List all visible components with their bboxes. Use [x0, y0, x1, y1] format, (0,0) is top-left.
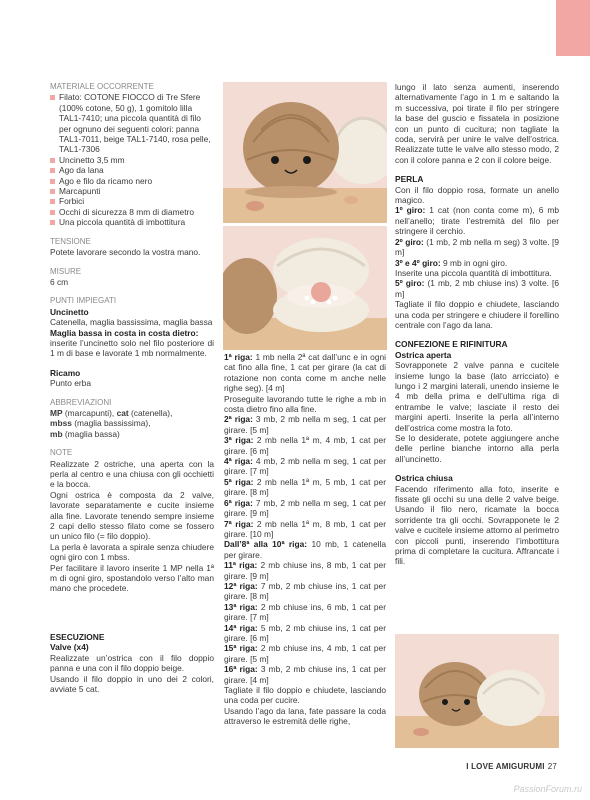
row-text: Usando l’ago da lana, fate passare la coda attraverso le estremità delle righe, — [224, 705, 386, 727]
page-number: 27 — [547, 762, 557, 771]
instruction-row — [224, 414, 386, 435]
row-text: 7 mb, 2 mb nella m seg, 1 cat per girare. [9 m] — [224, 497, 386, 519]
uncinetto-title: Uncinetto — [50, 306, 89, 317]
row-text: 1 cat (non conta come m), 6 mb nell’anello; tirate l’estremità del filo per stringere il cerchio. — [395, 205, 559, 237]
open-oyster-text: Sovrapponete 2 valve panna e cucitele insieme lungo la base (lato arricciato) e lungo i 2 margini laterali, unendo insieme le 4 mb della prima e dell’ultima riga di entrambe le valve; lasciate il resto dei margini aperti. Inserite la perla all’interno dell’ostrica come mostra la foto. — [395, 360, 559, 433]
row-text: 10 mb, 1 catenella per girare. — [224, 539, 386, 560]
mb-costa-title: Maglia bassa in costa in costa dietro: — [50, 327, 199, 338]
instruction-row — [224, 623, 386, 644]
abbr-key: mb — [50, 428, 63, 439]
row-text: 3 mb, 2 mb nella m seg, 1 cat per girare. [5 m] — [224, 414, 386, 435]
row-label: 2ª riga: — [224, 414, 253, 425]
left-column — [50, 82, 214, 694]
photo-two-oysters — [395, 634, 559, 748]
instruction-row — [224, 477, 386, 498]
size-heading: MISURE — [50, 266, 82, 276]
row-label: 2º giro: — [395, 236, 424, 247]
note-paragraph: Per facilitare il lavoro inserite 1 MP nella 1ª m di ogni giro, spostandolo verso l’alto man mano che procedete. — [50, 562, 214, 594]
row-text: 2 mb nella 1ª m, 8 mb, 1 cat per girare. [10 m] — [224, 518, 386, 539]
row-text: (1 mb, 2 mb chiuse ins) 3 volte. [6 m] — [395, 278, 559, 299]
abbr-value: (maglia bassissima), — [71, 418, 151, 429]
row-text: 5 mb, 2 mb chiuse ins, 1 cat per girare. [6 m] — [224, 622, 386, 643]
row-text: 2 mb nella 1ª m, 4 mb, 1 cat per girare. [6 m] — [224, 435, 386, 456]
instruction-row — [224, 498, 386, 519]
uncinetto-text: Catenella, maglia bassissima, maglia bassa — [50, 317, 213, 328]
row-text: 2 mb chiuse ins, 4 mb, 1 cat per girare. [5 m] — [224, 643, 386, 664]
open-oyster-title: Ostrica aperta — [395, 349, 452, 360]
row-label: 3º e 4º giro: — [395, 257, 441, 268]
row-text: Proseguite lavorando tutte le righe a mb in costa dietro fino alla fine. — [224, 393, 386, 415]
closed-oyster-text: Facendo riferimento alla foto, inserite e fissate gli occhi su una delle 2 valve beige. Usando il filo nero, ricamate la bocca sorridente tra gli occhi. Sovrapponete le 2 valve e cucitele insieme attorno al perimetro con piccoli punti, inserendo l’imbottitura prima di completare la cucitura. Affrancate i fili. — [395, 483, 559, 567]
abbr-key: MP — [50, 407, 63, 418]
row-label: 12ª riga: — [224, 580, 258, 591]
note-paragraph: Ogni ostrica è composta da 2 valve, lavorate separatamente e cucite insieme alla fine. Lavorate tenendo sempre insieme 2 capi dello stesso filato come se fossero un unico filo (= filo doppio). — [50, 489, 214, 542]
mb-costa-text: inserite l’uncinetto solo nel filo posteriore di 1 m di base e lavorate 1 mb normalmente. — [50, 337, 214, 359]
instruction-row — [395, 278, 559, 299]
instruction-row — [224, 519, 386, 540]
list-item: Occhi di sicurezza 8 mm di diametro — [50, 207, 214, 217]
open-oyster-illustration — [223, 226, 387, 350]
instruction-row — [224, 706, 386, 727]
instruction-row — [395, 258, 559, 268]
note-paragraph: La perla è lavorata a spirale senza chiudere ogni giro con 1 mbss. — [50, 541, 214, 563]
list-item: Forbici — [50, 196, 214, 206]
instruction-row — [224, 456, 386, 477]
open-oyster-text: Se lo desiderate, potete aggiungere anche delle perline bianche intorno alla perla all’uncinetto. — [395, 433, 559, 464]
instruction-row — [224, 560, 386, 581]
perla-heading: PERLA — [395, 174, 424, 185]
row-label: 5º giro: — [395, 278, 425, 289]
row-text: Inserite una piccola quantità di imbottitura. — [395, 267, 552, 278]
notes-heading: NOTE — [50, 448, 73, 458]
row-text: 3 mb, 2 mb chiuse ins, 1 cat per girare. [4 m] — [224, 664, 386, 685]
row-text: 1 mb nella 2ª cat dall’unc e in ogni cat fino alla fine, 1 cat per girare (la cat di rotazione non conta come m anche nelle righe seg). [4 m] — [224, 352, 386, 394]
row-text: 9 mb in ogni giro. — [440, 257, 508, 268]
row-text: 2 mb chiuse ins, 8 mb, 1 cat per girare. [9 m] — [224, 560, 386, 581]
row-text: 4 mb, 2 mb nella m seg, 1 cat per girare. [7 m] — [224, 456, 386, 477]
valve-text: Realizzate un’ostrica con il filo doppio panna e una con il filo doppio beige. — [50, 652, 214, 674]
abbreviation-line — [50, 429, 214, 439]
valve-text: Usando il filo doppio in uno dei 2 colori, avviate 5 cat. — [50, 673, 214, 694]
row-label: 13ª riga: — [224, 601, 258, 612]
instruction-row — [224, 352, 386, 394]
row-label: 14ª riga: — [224, 622, 258, 633]
valve-title: Valve (x4) — [50, 642, 89, 653]
abbr-key: mbss — [50, 418, 72, 429]
instruction-row — [395, 268, 559, 278]
row-label: 1º giro: — [395, 205, 426, 216]
ricamo-title: Ricamo — [50, 367, 81, 378]
row-label: 15ª riga: — [224, 643, 258, 654]
magazine-name: I LOVE AMIGURUMI — [466, 762, 545, 771]
instruction-row — [224, 664, 386, 685]
abbr-value: (catenella), — [128, 407, 173, 418]
abbreviations-heading: ABBREVIAZIONI — [50, 397, 112, 407]
instruction-row — [224, 685, 386, 706]
instruction-row — [224, 435, 386, 456]
abbreviation-line — [50, 418, 214, 428]
row-label: 11ª riga: — [224, 560, 258, 571]
instruction-row — [224, 581, 386, 602]
instruction-row — [224, 394, 386, 415]
row-text: 2 mb chiuse ins, 6 mb, 1 cat per girare. [7 m] — [224, 601, 386, 623]
row-label: 3ª riga: — [224, 435, 254, 446]
middle-column — [224, 352, 386, 727]
color-tab — [556, 0, 590, 56]
list-item: Marcapunti — [50, 186, 214, 196]
list-item: Ago da lana — [50, 165, 214, 175]
stitches-heading: PUNTI IMPIEGATI — [50, 296, 117, 306]
perla-intro: Con il filo doppio rosa, formate un anello magico. — [395, 184, 559, 206]
photo-closed-oyster — [223, 82, 387, 223]
note-paragraph: Realizzate 2 ostriche, una aperta con la perla al centro e una chiusa con gli occhietti e la bocca. — [50, 458, 214, 490]
finishing-heading: CONFEZIONE E RIFINITURA — [395, 339, 508, 350]
instruction-row — [224, 539, 386, 560]
page-footer — [466, 762, 557, 771]
abbr-value: (marcapunti), — [62, 407, 117, 418]
row-text: (1 mb, 2 mb nella m seg) 3 volte. [9 m] — [395, 236, 559, 258]
row-label: 4ª riga: — [224, 456, 253, 467]
row-text: 7 mb, 2 mb chiuse ins, 1 cat per girare. [8 m] — [224, 580, 386, 602]
materials-heading: MATERIALE OCCORRENTE — [50, 82, 154, 91]
perla-end: Tagliate il filo doppio e chiudete, lasciando una coda per stringere e chiudere il forellino centrale con l’ago da lana. — [395, 299, 559, 330]
row-text: 2 mb nella 1ª m, 5 mb, 1 cat per girare. [8 m] — [224, 476, 386, 498]
row-text: Tagliate il filo doppio e chiudete, lasciando una coda per cucire. — [224, 685, 386, 706]
row-label: 5ª riga: — [224, 476, 254, 487]
abbr-value: (maglia bassa) — [62, 428, 120, 439]
photo-open-oyster — [223, 226, 387, 350]
abbr-key: cat — [116, 407, 129, 418]
materials-list — [50, 92, 214, 227]
size-text: 6 cm — [50, 276, 69, 287]
row-label: 7ª riga: — [224, 518, 254, 529]
continuation-text: lungo il lato senza aumenti, inserendo alternativamente l’ago in 1 m e saltando la m successiva, poi tirate il filo per stringere la base del guscio e fissatela in posizione con un punto di cucitura; non tagliate la coda, servirà per unire le valve dell’ostrica. Realizzate tutte le valve allo stesso modo, 2 con il colore panna e 2 con il colore beige. — [395, 82, 559, 165]
row-label: 16ª riga: — [224, 664, 258, 675]
instruction-row — [395, 237, 559, 258]
row-label: Dall’8ª alla 10ª riga: — [224, 539, 308, 550]
row-label: 6ª riga: — [224, 497, 253, 508]
list-item: Una piccola quantità di imbottitura — [50, 217, 214, 227]
closed-oyster-title: Ostrica chiusa — [395, 473, 453, 484]
abbreviation-line — [50, 408, 214, 418]
tension-heading: TENSIONE — [50, 236, 91, 246]
instruction-row — [224, 602, 386, 623]
right-column — [395, 82, 559, 567]
two-oysters-illustration — [395, 634, 559, 748]
list-item: Ago e filo da ricamo nero — [50, 176, 214, 186]
row-label: 1ª riga: — [224, 352, 253, 362]
instruction-row — [395, 205, 559, 236]
list-item: Filato: COTONE FIOCCO di Tre Sfere (100% cotone, 50 g), 1 gomitolo lilla TAL1-7410; una piccola quantità di filo per ognuno dei seguenti colori: panna TAL1-7011, beige TAL1-7140, rosa pelle, TAL1-7306 — [50, 92, 214, 154]
instruction-row — [224, 643, 386, 664]
tension-text: Potete lavorare secondo la vostra mano. — [50, 247, 201, 258]
list-item: Uncinetto 3,5 mm — [50, 155, 214, 165]
ricamo-text: Punto erba — [50, 378, 91, 389]
watermark: PassionForum.ru — [513, 784, 582, 794]
closed-oyster-illustration — [223, 82, 387, 223]
execution-heading: ESECUZIONE — [50, 631, 105, 642]
